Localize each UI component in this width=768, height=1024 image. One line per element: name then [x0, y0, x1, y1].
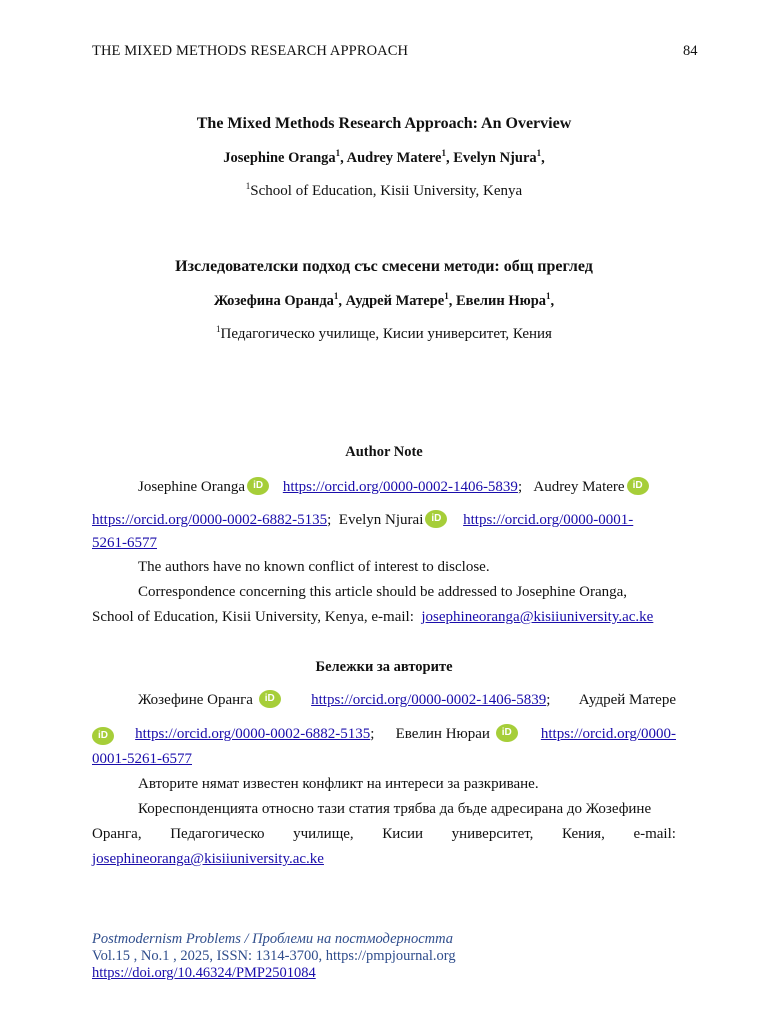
- correspondence-en-line1: Correspondence concerning this article should be addressed to Josephine Oranga,: [138, 584, 628, 600]
- volume-text: Vol.15 , No.1 , 2025, ISSN: 1314-3700,: [92, 948, 323, 964]
- orcid-link[interactable]: https://orcid.org/0000-0001-: [463, 512, 634, 528]
- footer-volume-info: [92, 948, 456, 965]
- author-name: Evelyn Njura: [453, 150, 537, 166]
- justified-word: Оранга,: [92, 826, 142, 842]
- article-title-en: The Mixed Methods Research Approach: An Overview: [196, 115, 572, 132]
- affiliation-text: Педагогическо училище, Кисии университет, Кения: [220, 326, 552, 342]
- orcid-icon[interactable]: iD: [247, 477, 269, 495]
- author-name: Josephine Oranga: [223, 150, 336, 166]
- orcid-icon[interactable]: iD: [92, 727, 114, 745]
- author-note-heading-bg: Бележки за авторите: [315, 659, 453, 675]
- orcid-link[interactable]: https://orcid.org/0000-0002-1406-5839: [282, 479, 518, 495]
- journal-site[interactable]: https://pmpjournal.org: [325, 948, 456, 964]
- affiliation-bg: [0, 326, 768, 343]
- email-link[interactable]: josephineoranga@kisiiuniversity.ac.ke: [92, 851, 324, 867]
- justified-word: e-mail:: [633, 826, 676, 842]
- justified-word: Кисии: [382, 826, 424, 842]
- author-affil-sup: 1: [335, 148, 341, 158]
- author-name: Josephine Oranga: [138, 479, 246, 495]
- orcid-icon[interactable]: iD: [496, 724, 518, 742]
- page-number: 84: [683, 43, 698, 59]
- correspondence-bg-line2: [92, 826, 676, 843]
- conflict-statement-en: The authors have no known conflict of interest to disclose.: [138, 559, 490, 575]
- conflict-statement-bg: Авторите нямат известен конфликт на интереси за разкриване.: [138, 776, 539, 792]
- justified-word: Кения,: [562, 826, 605, 842]
- correspondence-en-line2: [92, 609, 653, 626]
- orcid-link[interactable]: https://orcid.org/0000-: [540, 726, 676, 742]
- orcid-link[interactable]: https://orcid.org/0000-0002-6882-5135: [135, 726, 371, 742]
- author-note-en-line2: https://orcid.org/0000-0002-6882-5135; Evelyn Njurai iD https://orcid.org/0000-0001-: [92, 512, 634, 528]
- author-note-bg-line1: Жозефине Оранга iD https://orcid.org/0000-0002-1406-5839; Аудрей Матере: [138, 692, 676, 708]
- author-affil-sup: 1: [441, 148, 446, 158]
- authors-en: Josephine Oranga$^1$, Audrey Matere$^1$, Evelyn Njura$^1$,: [223, 148, 545, 166]
- author-name: Audrey Matere: [533, 479, 625, 495]
- article-title-bg: Изследователски подход със смесени методи: общ преглед: [175, 258, 593, 275]
- orcid-icon[interactable]: iD: [627, 477, 649, 495]
- author-name: Евелин Нюра: [455, 293, 547, 309]
- author-affil-sup: 1: [444, 291, 449, 301]
- author-note-bg-line2: iD https://orcid.org/0000-0002-6882-5135; Евелин Нюраи iD https://orcid.org/0000-: [92, 724, 676, 745]
- affiliation-text: School of Education, Kisii University, Kenya: [250, 183, 523, 199]
- affil-sup: 1: [216, 324, 221, 334]
- author-note-heading: Author Note: [345, 444, 423, 460]
- justified-word: Педагогическо: [170, 826, 265, 842]
- correspondence-bg-line3: [92, 851, 324, 868]
- affil-sup: 1: [245, 181, 251, 191]
- orcid-icon[interactable]: iD: [425, 510, 447, 528]
- footer-doi: [92, 965, 316, 982]
- authors-bg: Жозефина Оранда$^1$, Аудрей Матере$^1$, Евелин Нюра$^1$,: [213, 291, 555, 309]
- affiliation-en: [0, 183, 768, 200]
- orcid-link[interactable]: https://orcid.org/0000-0002-1406-5839: [311, 692, 547, 708]
- footer-journal-name: Postmodernism Problems / Проблеми на постмодерността: [92, 931, 453, 947]
- doi-link[interactable]: https://doi.org/10.46324/PMP2501084: [92, 965, 316, 981]
- orcid-link-continued[interactable]: 0001-5261-6577: [92, 751, 192, 767]
- justified-word: училище,: [293, 826, 354, 842]
- email-link[interactable]: josephineoranga@kisiiuniversity.ac.ke: [421, 609, 654, 625]
- running-head: THE MIXED METHODS RESEARCH APPROACH: [92, 43, 409, 59]
- author-affil-sup: 1: [536, 148, 542, 158]
- orcid-link-continued[interactable]: 5261-6577: [92, 535, 157, 551]
- orcid-icon[interactable]: iD: [259, 690, 281, 708]
- correspondence-bg-line1: Кореспонденцията относно тази статия трябва да бъде адресирана до Жозефине: [138, 801, 652, 817]
- author-name: Евелин Нюраи: [395, 726, 490, 742]
- justified-word: университет,: [451, 826, 534, 842]
- author-note-en-line1: Josephine Oranga iD https://orcid.org/0000-0002-1406-5839; Audrey Matere iD: [138, 477, 651, 496]
- correspondence-text: School of Education, Kisii University, Kenya, e-mail:: [92, 609, 414, 625]
- author-name: Аудрей Матере: [578, 692, 676, 708]
- author-name: Audrey Matere: [346, 150, 442, 166]
- orcid-link[interactable]: https://orcid.org/0000-0002-6882-5135: [92, 512, 328, 528]
- author-name: Жозефине Оранга: [138, 692, 253, 708]
- author-name: Evelyn Njurai: [338, 512, 424, 528]
- author-affil-sup: 1: [333, 291, 339, 301]
- author-note-en-line3: [92, 535, 157, 552]
- author-note-bg-line3: [92, 751, 192, 768]
- author-affil-sup: 1: [546, 291, 551, 301]
- author-name: Аудрей Матере: [345, 293, 445, 309]
- author-name: Жозефина Оранда: [213, 293, 334, 309]
